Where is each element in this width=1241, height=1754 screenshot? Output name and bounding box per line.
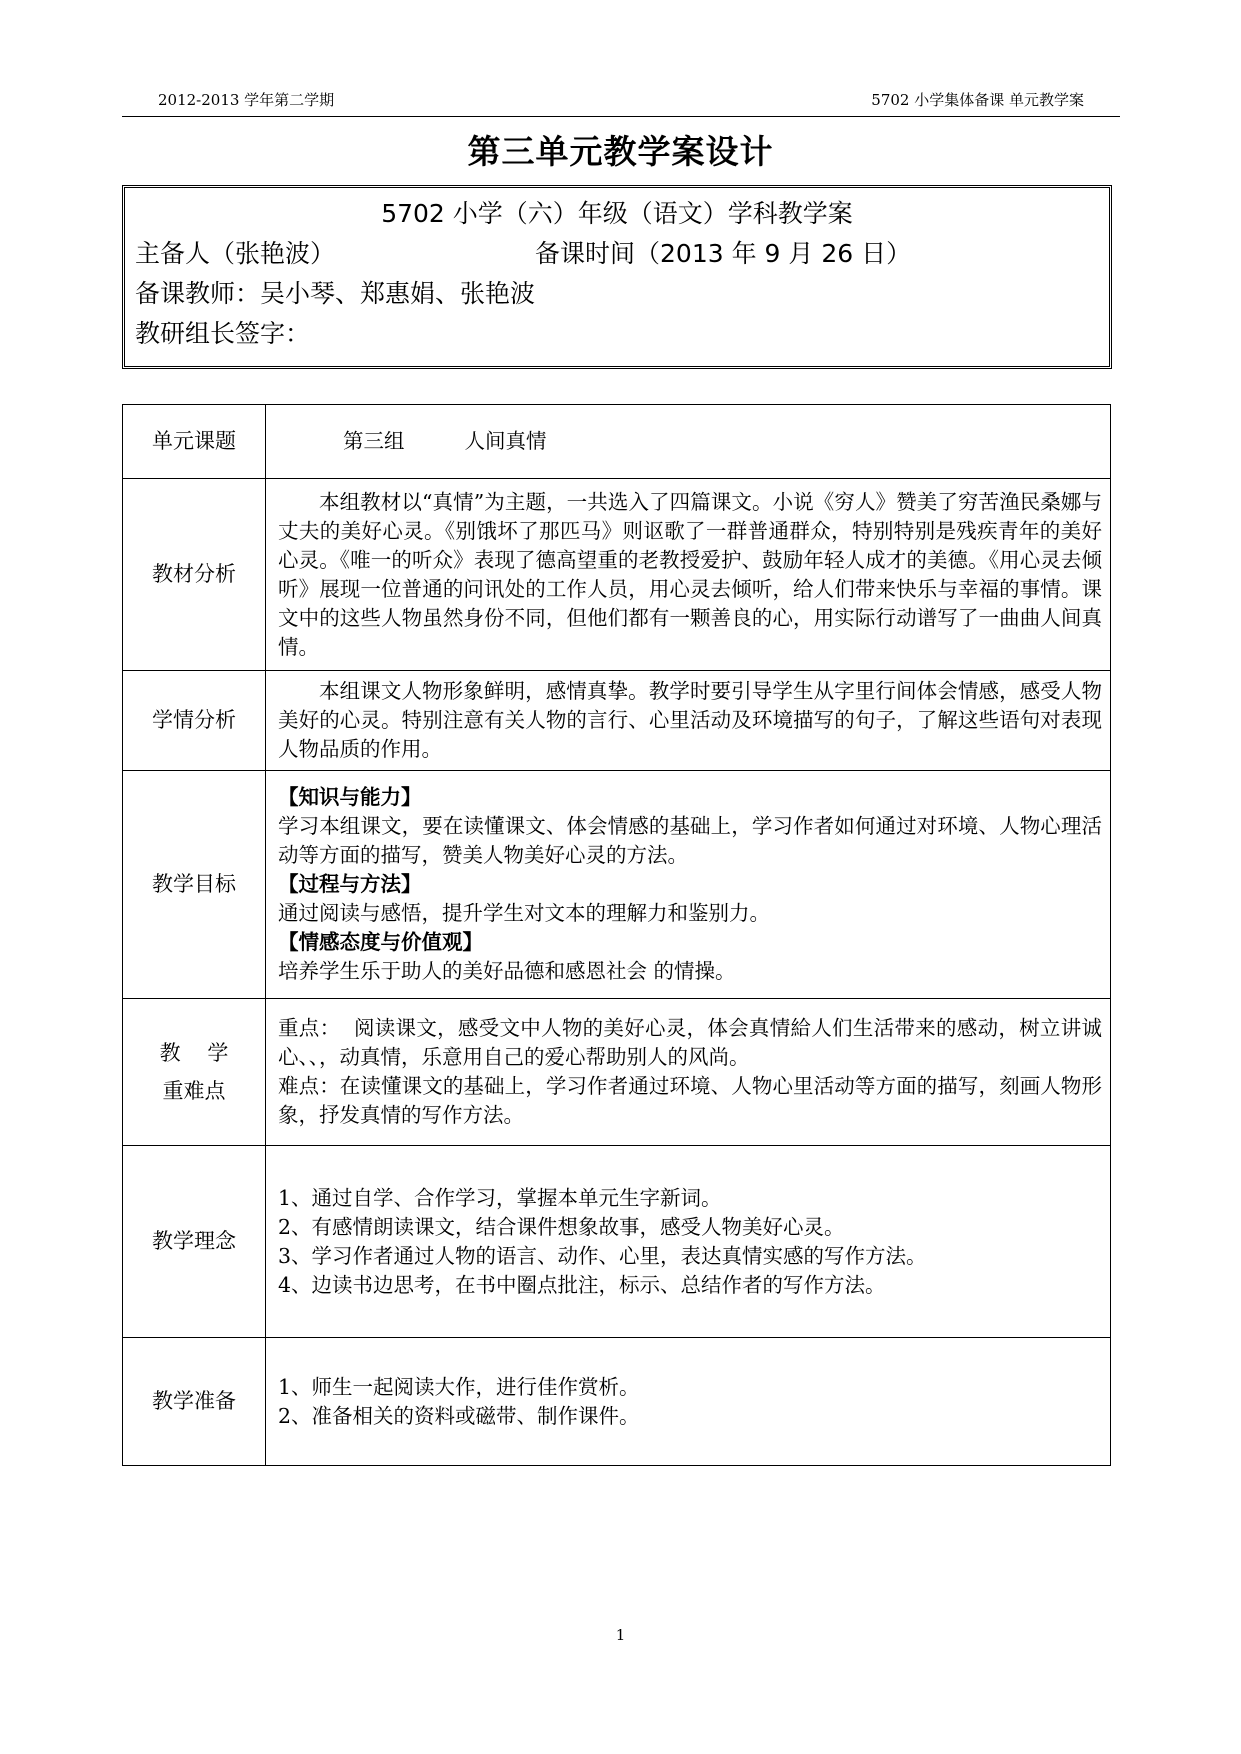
label-key-points-line2: 重难点	[162, 1079, 226, 1103]
list-item: 1、师生一起阅读大作，进行佳作赏析。	[278, 1374, 640, 1399]
header-school-course: 5702 小学集体备课 单元教学案	[871, 91, 1084, 109]
content-student-analysis	[266, 671, 1111, 771]
label-philosophy: 教学理念	[123, 1146, 266, 1338]
header-semester: 2012-2013 学年第二学期	[158, 91, 335, 109]
unit-name: 人间真情	[464, 429, 547, 453]
content-unit-topic	[266, 405, 1111, 479]
list-item: 4、边读书边思考，在书中圈点批注，标示、总结作者的写作方法。	[278, 1272, 886, 1297]
info-prep-time: 备课时间（2013 年 9 月 26 日）	[535, 239, 912, 268]
row-key-points	[123, 999, 1111, 1146]
content-key-points	[266, 999, 1111, 1146]
row-material-analysis	[123, 479, 1111, 671]
info-box	[122, 185, 1112, 369]
objective-text-knowledge: 学习本组课文，要在读懂课文、体会情感的基础上，学习作者如何通过对环境、人物心理活动等方面的描写，赞美人物美好心灵的方法。	[278, 814, 1102, 867]
lesson-plan-table	[122, 404, 1111, 1466]
objective-heading-process: 【过程与方法】	[278, 872, 422, 896]
objective-heading-emotion: 【情感态度与价值观】	[278, 930, 483, 954]
info-preparer-row	[135, 234, 1099, 274]
row-philosophy	[123, 1146, 1111, 1338]
info-teachers: 备课教师：吴小琴、郑惠娟、张艳波	[135, 279, 536, 308]
label-material-analysis: 教材分析	[123, 479, 266, 671]
list-item: 2、有感情朗读课文，结合课件想象故事，感受人物美好心灵。	[278, 1214, 845, 1239]
student-analysis-text: 本组课文人物形象鲜明，感情真挚。教学时要引导学生从字里行间体会情感，感受人物美好的心灵。特别注意有关人物的言行、心里活动及环境描写的句子，了解这些语句对表现人物品质的作用。	[278, 679, 1102, 761]
page-title: 第三单元教学案设计	[467, 132, 774, 171]
objective-text-process: 通过阅读与感悟，提升学生对文本的理解力和鉴别力。	[278, 901, 770, 925]
row-student-analysis	[123, 671, 1111, 771]
label-unit-topic: 单元课题	[123, 405, 266, 479]
list-item: 1、通过自学、合作学习，掌握本单元生字新词。	[278, 1185, 722, 1210]
key-point-text: 重点： 阅读课文，感受文中人物的美好心灵，体会真情給人们生活带来的感动，树立讲诚心、、，动真情，乐意用自己的爱心帮助别人的风尚。	[278, 1016, 1102, 1069]
info-preparer: 主备人（张艳波）	[135, 239, 336, 268]
difficult-point-text: 难点：在读懂课文的基础上，学习作者通过环境、人物心里活动等方面的描写，刻画人物形象，抒发真情的写作方法。	[278, 1074, 1102, 1127]
row-preparation	[123, 1338, 1111, 1466]
objective-text-emotion: 培养学生乐于助人的美好品德和感恩社会 的情操。	[278, 959, 736, 983]
content-objectives	[266, 771, 1111, 999]
content-preparation	[266, 1338, 1111, 1466]
row-unit-topic	[123, 405, 1111, 479]
info-school-grade-subject: 5702 小学（六）年级（语文）学科教学案	[381, 199, 853, 228]
objective-heading-knowledge: 【知识与能力】	[278, 785, 422, 809]
content-philosophy	[266, 1146, 1111, 1338]
list-item: 3、学习作者通过人物的语言、动作、心里，表达真情实感的写作方法。	[278, 1243, 927, 1268]
label-objectives: 教学目标	[123, 771, 266, 999]
unit-group: 第三组	[343, 429, 405, 453]
header-divider	[122, 116, 1120, 117]
row-objectives	[123, 771, 1111, 999]
label-key-points-line1: 教 学	[159, 1041, 229, 1065]
content-material-analysis	[266, 479, 1111, 671]
page-number: 1	[615, 1626, 626, 1644]
label-student-analysis: 学情分析	[123, 671, 266, 771]
info-signature: 教研组长签字：	[135, 319, 311, 348]
material-analysis-text: 本组教材以“真情”为主题，一共选入了四篇课文。小说《穷人》赞美了穷苦渔民桑娜与丈夫的美好心灵。《别饿坏了那匹马》则讴歌了一群普通群众，特别特别是残疾青年的美好心灵。《唯一的听众》表现了德高望重的老教授爱护、鼓励年轻人成才的美德。《用心灵去倾听》展现一位普通的问讯处的工作人员，用心灵去倾听，给人们带来快乐与幸福的事情。课文中的这些人物虽然身份不同，但他们都有一颗善良的心，用实际行动谱写了一曲曲人间真情。	[278, 489, 1102, 659]
label-preparation: 教学准备	[123, 1338, 266, 1466]
label-key-points	[123, 999, 266, 1146]
list-item: 2、准备相关的资料或磁带、制作课件。	[278, 1403, 640, 1428]
